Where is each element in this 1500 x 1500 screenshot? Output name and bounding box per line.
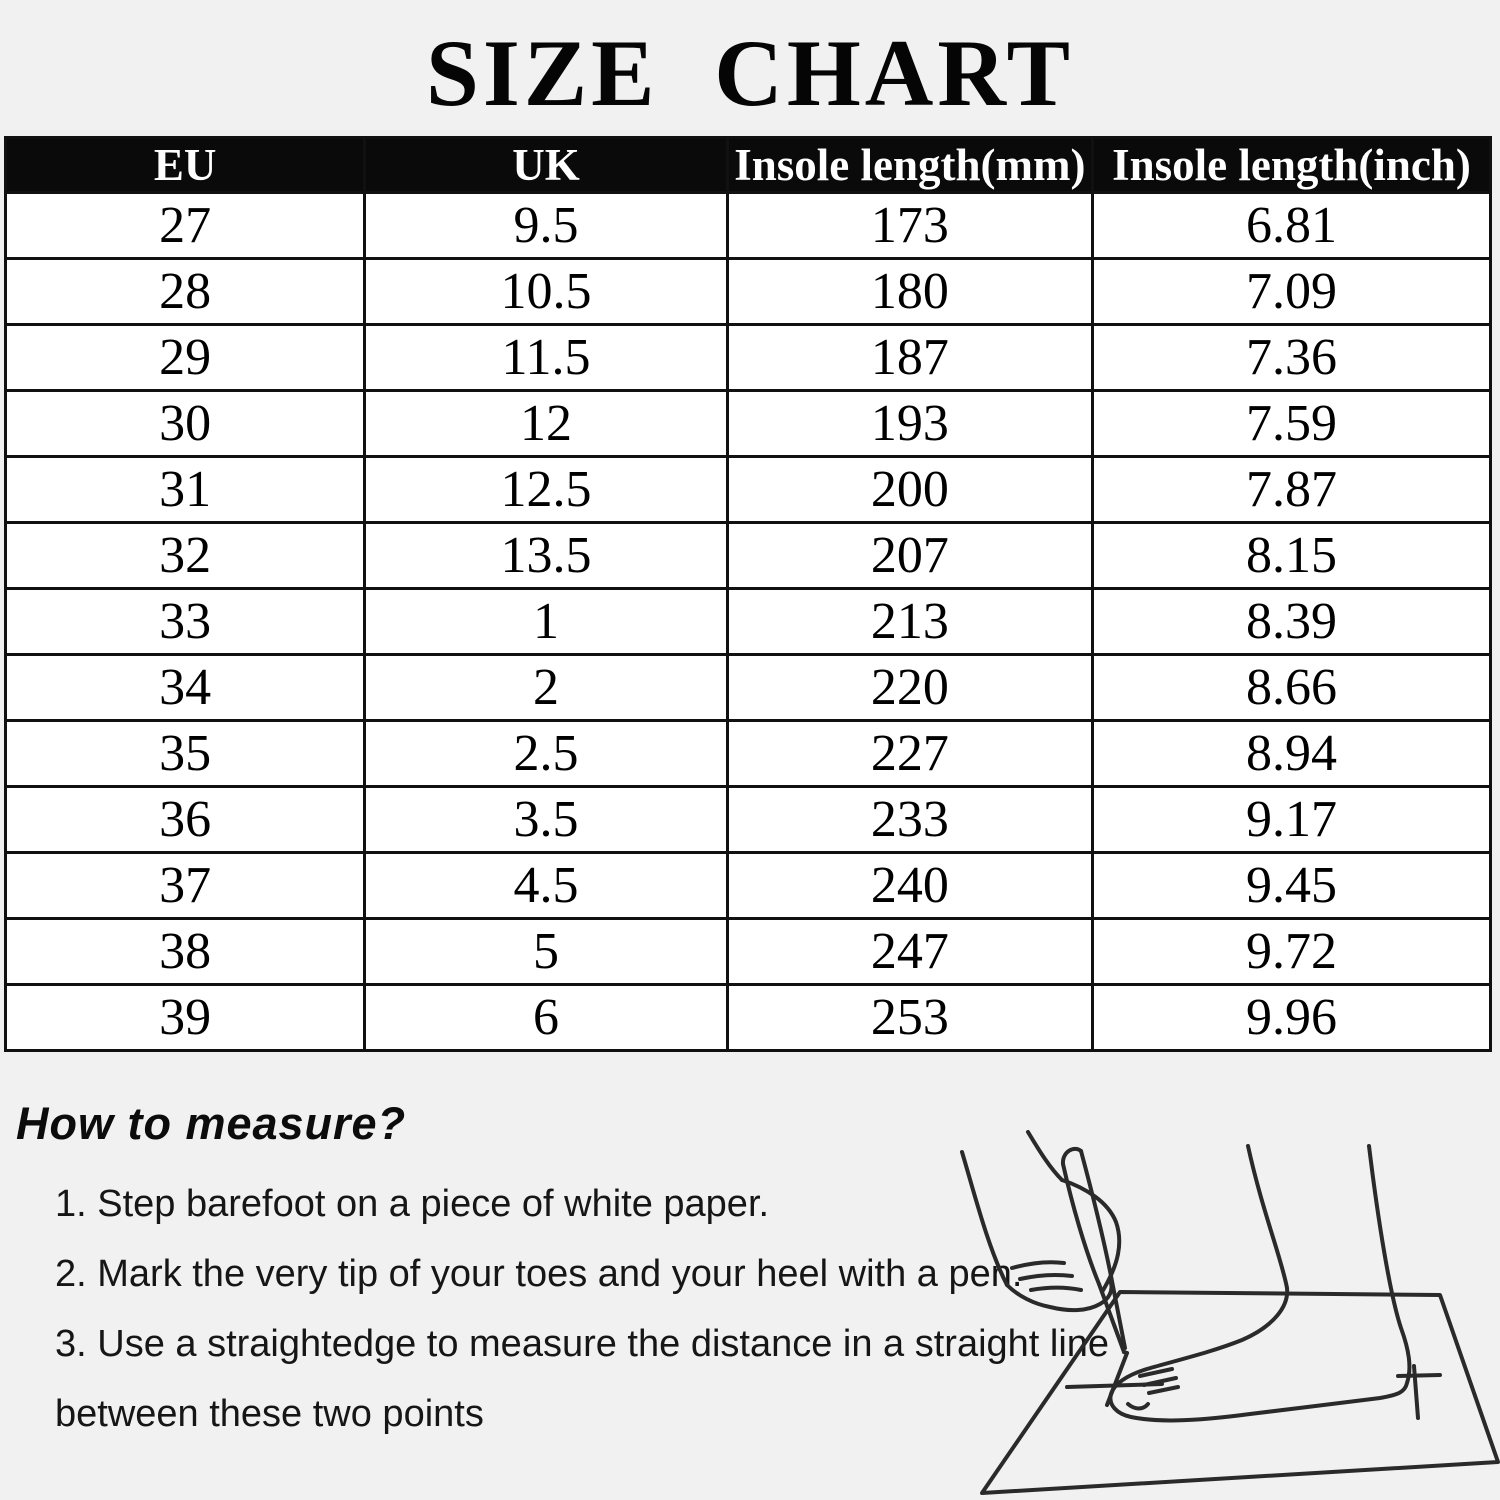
header-eu: EU	[6, 138, 365, 193]
mm-cell: 173	[727, 193, 1092, 259]
mm-cell: 247	[727, 919, 1092, 985]
table-row	[6, 325, 1491, 391]
mm-cell: 207	[727, 523, 1092, 589]
mm-cell: 227	[727, 721, 1092, 787]
heel-mark	[1398, 1366, 1440, 1418]
uk-cell: 4.5	[365, 853, 727, 919]
uk-cell: 12.5	[365, 457, 727, 523]
eu-cell: 30	[6, 391, 365, 457]
eu-cell: 38	[6, 919, 365, 985]
uk-cell: 6	[365, 985, 727, 1051]
inch-cell: 9.72	[1092, 919, 1490, 985]
table-row	[6, 589, 1491, 655]
header-uk: UK	[365, 138, 727, 193]
mm-cell: 233	[727, 787, 1092, 853]
inch-cell: 8.94	[1092, 721, 1490, 787]
foot-outline	[1110, 1146, 1409, 1420]
uk-cell: 5	[365, 919, 727, 985]
inch-cell: 7.36	[1092, 325, 1490, 391]
table-row	[6, 655, 1491, 721]
table-row	[6, 193, 1491, 259]
uk-cell: 2	[365, 655, 727, 721]
eu-cell: 35	[6, 721, 365, 787]
eu-cell: 29	[6, 325, 365, 391]
uk-cell: 11.5	[365, 325, 727, 391]
how-to-measure-heading: How to measure?	[16, 1098, 407, 1149]
size-table	[4, 136, 1492, 1052]
measure-step-3: 3. Use a straightedge to measure the distance in a straight line	[55, 1323, 1110, 1365]
uk-cell: 3.5	[365, 787, 727, 853]
inch-cell: 8.15	[1092, 523, 1490, 589]
inch-cell: 9.45	[1092, 853, 1490, 919]
mm-cell: 200	[727, 457, 1092, 523]
uk-cell: 1	[365, 589, 727, 655]
mm-cell: 187	[727, 325, 1092, 391]
eu-cell: 27	[6, 193, 365, 259]
eu-cell: 32	[6, 523, 365, 589]
inch-cell: 8.39	[1092, 589, 1490, 655]
inch-cell: 8.66	[1092, 655, 1490, 721]
table-row	[6, 985, 1491, 1051]
eu-cell: 28	[6, 259, 365, 325]
how-to-measure-steps	[55, 1182, 1115, 1462]
inch-cell: 9.96	[1092, 985, 1490, 1051]
page-title: SIZE CHART	[425, 20, 1075, 126]
uk-cell: 12	[365, 391, 727, 457]
inch-cell: 7.09	[1092, 259, 1490, 325]
mm-cell: 193	[727, 391, 1092, 457]
measure-step-2: 2. Mark the very tip of your toes and your heel with a pen.	[55, 1253, 1023, 1295]
measure-step-1: 1. Step barefoot on a piece of white paper.	[55, 1183, 770, 1225]
mm-cell: 220	[727, 655, 1092, 721]
inch-cell: 7.59	[1092, 391, 1490, 457]
table-row	[6, 721, 1491, 787]
size-table-header-row	[6, 138, 1491, 193]
table-row	[6, 523, 1491, 589]
table-row	[6, 259, 1491, 325]
eu-cell: 31	[6, 457, 365, 523]
eu-cell: 39	[6, 985, 365, 1051]
table-row	[6, 457, 1491, 523]
mm-cell: 253	[727, 985, 1092, 1051]
mm-cell: 240	[727, 853, 1092, 919]
mm-cell: 213	[727, 589, 1092, 655]
table-row	[6, 391, 1491, 457]
table-row	[6, 853, 1491, 919]
uk-cell: 9.5	[365, 193, 727, 259]
eu-cell: 37	[6, 853, 365, 919]
measure-step-3-continued: between these two points	[55, 1393, 484, 1435]
eu-cell: 34	[6, 655, 365, 721]
uk-cell: 13.5	[365, 523, 727, 589]
header-insole-mm: Insole length(mm)	[727, 138, 1092, 193]
table-row	[6, 787, 1491, 853]
eu-cell: 36	[6, 787, 365, 853]
table-row	[6, 919, 1491, 985]
inch-cell: 9.17	[1092, 787, 1490, 853]
eu-cell: 33	[6, 589, 365, 655]
header-insole-inch: Insole length(inch)	[1092, 138, 1490, 193]
inch-cell: 6.81	[1092, 193, 1490, 259]
mm-cell: 180	[727, 259, 1092, 325]
uk-cell: 2.5	[365, 721, 727, 787]
inch-cell: 7.87	[1092, 457, 1490, 523]
uk-cell: 10.5	[365, 259, 727, 325]
